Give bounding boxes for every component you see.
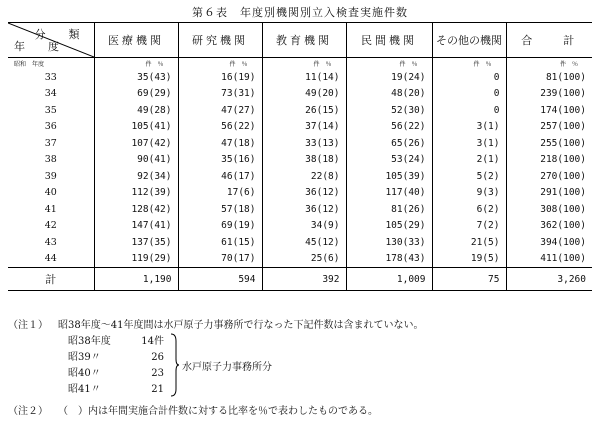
table-title: 第６表 年度別機関別立入検査実施件数: [192, 6, 408, 19]
sublist-value: 14件: [141, 336, 164, 347]
table-cell: 37(14): [262, 119, 346, 136]
col-header-education: 教育機関: [262, 23, 346, 58]
table-row: [8, 135, 592, 152]
table-cell: 90(41): [94, 152, 178, 169]
table-cell: 53(24): [346, 152, 432, 169]
table-cell: 33(13): [262, 135, 346, 152]
row-year: 44: [8, 251, 94, 268]
unit-cell: 件 ％: [559, 61, 578, 68]
table-cell: 105(41): [94, 119, 178, 136]
table-row: [8, 185, 592, 202]
note-2-label: （注２）: [8, 406, 48, 417]
table-cell: 26(15): [262, 102, 346, 119]
table-cell: 255(100): [540, 137, 586, 149]
inspection-table: [8, 22, 592, 291]
unit-year: 昭和 年度: [8, 58, 94, 69]
brace-icon: [170, 333, 180, 397]
table-cell: 38(18): [262, 152, 346, 169]
table-cell: 35(43): [94, 68, 178, 86]
sublist-row: [68, 364, 164, 380]
note-2-text: （ ）内は年間実施合計件数に対する比率を％で表わしたものである。: [58, 406, 378, 417]
table-row: [8, 152, 592, 169]
sublist-year: 昭41〃: [68, 384, 101, 395]
table-cell: 36(12): [262, 201, 346, 218]
table-cell: 49(20): [262, 86, 346, 103]
table-cell: 130(33): [346, 234, 432, 251]
table-cell: 107(42): [94, 135, 178, 152]
col-header-private: 民間機関: [346, 23, 432, 58]
unit-cell: 件 ％: [94, 58, 178, 69]
table-cell: 36(12): [262, 185, 346, 202]
total-cell: 3,260: [506, 268, 592, 291]
table-cell: 49(28): [94, 102, 178, 119]
col-header-research: 研究機関: [178, 23, 262, 58]
row-year: 43: [8, 234, 94, 251]
table-cell: 70(17): [178, 251, 262, 268]
table-cell: 81(26): [346, 201, 432, 218]
row-year: 39: [8, 168, 94, 185]
table-cell: 147(41): [94, 218, 178, 235]
sublist-value: 21: [151, 384, 164, 395]
unit-cell: 件 ％: [262, 58, 346, 69]
table-cell: 5(2): [432, 168, 506, 185]
table-cell: 52(30): [346, 102, 432, 119]
table-cell: 25(6): [262, 251, 346, 268]
table-cell: 0: [432, 68, 506, 86]
table-cell: 257(100): [540, 121, 586, 133]
table-cell: 2(1): [432, 152, 506, 169]
total-cell: 75: [432, 268, 506, 291]
table-cell: 65(26): [346, 135, 432, 152]
corner-header: [8, 23, 94, 58]
row-year: 41: [8, 201, 94, 218]
total-cell: 392: [262, 268, 346, 291]
col-header-medical: 医療機関: [94, 23, 178, 58]
total-cell: 1,190: [94, 268, 178, 291]
table-row: [8, 218, 592, 235]
row-year: 42: [8, 218, 94, 235]
table-cell: 178(43): [346, 251, 432, 268]
table-cell: 19(5): [432, 251, 506, 268]
table-cell: 128(42): [94, 201, 178, 218]
table-cell: 22(8): [262, 168, 346, 185]
table-cell: 57(18): [178, 201, 262, 218]
table-cell: 308(100): [540, 203, 586, 215]
table-cell: 69(29): [94, 86, 178, 103]
table-cell: 174(100): [540, 104, 586, 116]
table-cell: 105(39): [346, 168, 432, 185]
row-year: 35: [8, 102, 94, 119]
table-row: [8, 201, 592, 218]
table-cell: 411(100): [540, 253, 586, 265]
table-cell: 3(1): [432, 119, 506, 136]
table-cell: 11(14): [262, 68, 346, 86]
table-cell: 19(24): [346, 68, 432, 86]
table-cell: 81(100): [545, 71, 586, 83]
table-cell: 105(29): [346, 218, 432, 235]
sublist-row: [68, 348, 164, 364]
row-year: 38: [8, 152, 94, 169]
col-header-total: 合 計: [506, 23, 592, 58]
table-cell: 7(2): [432, 218, 506, 235]
units-row: [8, 58, 592, 69]
sublist-dept-label: 水戸原子力事務所分: [182, 362, 272, 373]
table-cell: 117(40): [346, 185, 432, 202]
row-year: 36: [8, 119, 94, 136]
table-row: [8, 251, 592, 268]
table-cell: 270(100): [540, 170, 586, 182]
table-row: [8, 68, 592, 86]
table-cell: 362(100): [540, 220, 586, 232]
sublist-row: [68, 332, 164, 348]
sublist-value: 26: [151, 352, 164, 363]
table-cell: 291(100): [540, 187, 586, 199]
table-cell: 137(35): [94, 234, 178, 251]
table-cell: 17(6): [178, 185, 262, 202]
table-cell: 6(2): [432, 201, 506, 218]
table-cell: 21(5): [432, 234, 506, 251]
table-cell: 218(100): [540, 154, 586, 166]
note-1-label: （注１）: [8, 320, 48, 331]
table-cell: 16(19): [178, 68, 262, 86]
table-cell: 92(34): [94, 168, 178, 185]
corner-category-label: 分 類: [34, 28, 86, 41]
table-row: [8, 119, 592, 136]
table-cell: 56(22): [346, 119, 432, 136]
corner-year-label: 年 度: [14, 40, 65, 53]
unit-cell: 件 ％: [346, 58, 432, 69]
table-cell: 73(31): [178, 86, 262, 103]
table-cell: 47(27): [178, 102, 262, 119]
table-cell: 46(17): [178, 168, 262, 185]
table-cell: 394(100): [540, 236, 586, 248]
table-cell: 47(18): [178, 135, 262, 152]
sublist-year: 昭39〃: [68, 352, 101, 363]
table-cell: 0: [432, 102, 506, 119]
col-header-other: その他の機関: [432, 23, 506, 58]
note-1: [8, 316, 423, 331]
table-cell: 45(12): [262, 234, 346, 251]
table-cell: 239(100): [540, 88, 586, 100]
table-cell: 34(9): [262, 218, 346, 235]
total-row: [8, 268, 592, 291]
note-1-sublist: [68, 332, 164, 396]
row-year: 40: [8, 185, 94, 202]
sublist-year: 昭40〃: [68, 368, 101, 379]
table-cell: 69(19): [178, 218, 262, 235]
unit-cell: 件 ％: [432, 58, 506, 69]
sublist-row: [68, 380, 164, 396]
total-label: 計: [8, 268, 94, 291]
note-2: [8, 402, 378, 417]
table-cell: 48(20): [346, 86, 432, 103]
unit-cell: 件 ％: [178, 58, 262, 69]
table-cell: 35(16): [178, 152, 262, 169]
row-year: 37: [8, 135, 94, 152]
table-cell: 61(15): [178, 234, 262, 251]
table-row: [8, 234, 592, 251]
sublist-value: 23: [151, 368, 164, 379]
table-row: [8, 102, 592, 119]
table-cell: 56(22): [178, 119, 262, 136]
table-cell: 119(29): [94, 251, 178, 268]
total-cell: 594: [178, 268, 262, 291]
table-cell: 9(3): [432, 185, 506, 202]
table-cell: 0: [432, 86, 506, 103]
row-year: 33: [8, 68, 94, 86]
table-row: [8, 168, 592, 185]
total-cell: 1,009: [346, 268, 432, 291]
table-row: [8, 86, 592, 103]
table-cell: 112(39): [94, 185, 178, 202]
note-1-text: 昭38年度～41年度間は水戸原子力事務所で行なった下記件数は含まれていない。: [58, 320, 424, 331]
sublist-year: 昭38年度: [68, 336, 111, 347]
table-cell: 3(1): [432, 135, 506, 152]
row-year: 34: [8, 86, 94, 103]
